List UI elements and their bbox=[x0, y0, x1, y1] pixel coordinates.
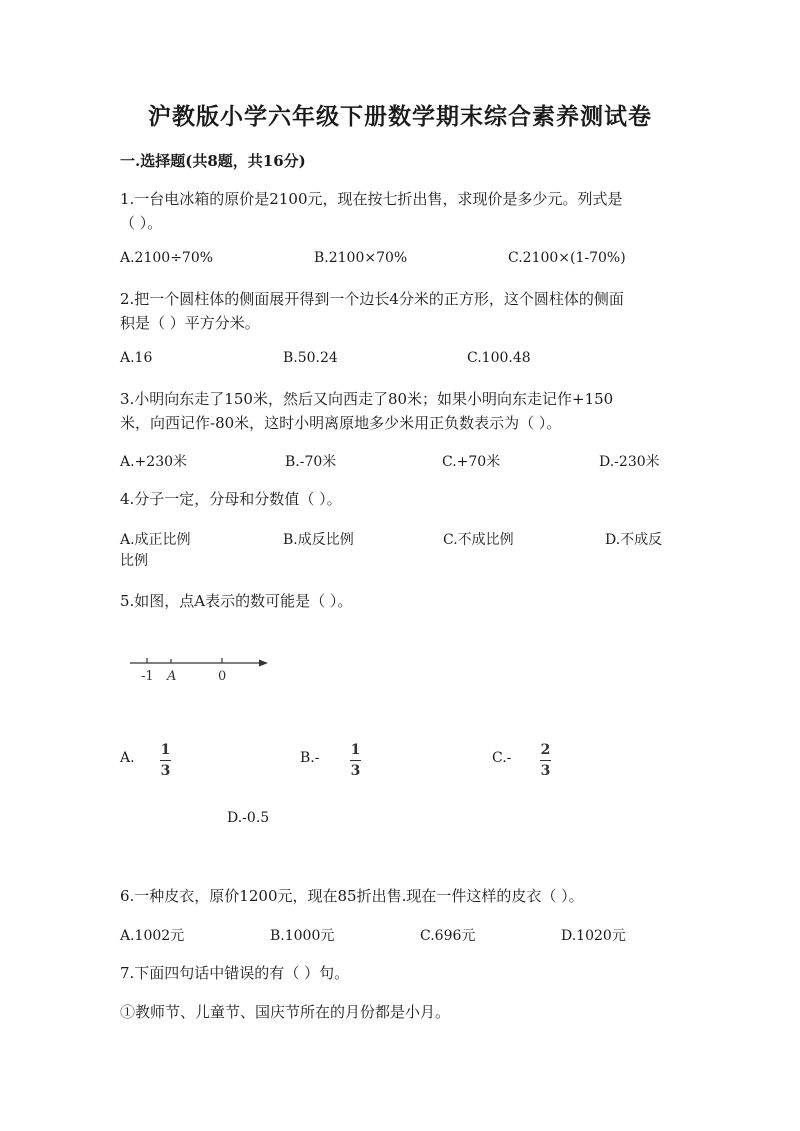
question-5-line-1: 5.如图，点A表示的数可能是（ ）。 bbox=[120, 592, 353, 610]
question-6-option-d[interactable]: D.1020元 bbox=[561, 928, 626, 944]
question-4-option-c[interactable]: C.不成比例 bbox=[443, 532, 514, 548]
question-1-option-c[interactable]: C.2100×(1-70%) bbox=[508, 250, 626, 266]
question-1-line-2: （ ）。 bbox=[120, 214, 163, 232]
question-7-line-1: 7.下面四句话中错误的有（ ）句。 bbox=[120, 964, 350, 982]
fraction-two-thirds-c bbox=[540, 742, 551, 779]
question-6-option-a[interactable]: A.1002元 bbox=[120, 928, 185, 944]
number-line-arrow-icon bbox=[259, 660, 268, 667]
question-3-option-a[interactable]: A.+230米 bbox=[120, 454, 188, 470]
numerator: 1 bbox=[350, 742, 361, 758]
question-4-option-d-wrap: 比例 bbox=[120, 553, 148, 569]
question-3-option-d[interactable]: D.-230米 bbox=[599, 454, 660, 470]
numerator: 1 bbox=[160, 742, 171, 758]
question-3-option-b[interactable]: B.-70米 bbox=[285, 454, 337, 470]
section-heading-choice: 一.选择题(共8题，共16分) bbox=[120, 152, 306, 170]
number-line-figure bbox=[125, 650, 275, 685]
question-2-option-c[interactable]: C.100.48 bbox=[467, 350, 531, 366]
denominator: 3 bbox=[350, 763, 361, 779]
tick-neg1-label: -1 bbox=[141, 669, 154, 684]
question-5-option-b[interactable]: B.- bbox=[300, 750, 320, 766]
page-title: 沪教版小学六年级下册数学期末综合素养测试卷 bbox=[148, 103, 652, 130]
question-4-option-b[interactable]: B.成反比例 bbox=[283, 532, 354, 548]
question-5-option-c[interactable]: C.- bbox=[492, 750, 512, 766]
question-7-item-1: ①教师节、儿童节、国庆节所在的月份都是小月。 bbox=[120, 1003, 451, 1021]
question-3-option-c[interactable]: C.+70米 bbox=[442, 454, 501, 470]
question-2-option-a[interactable]: A.16 bbox=[120, 350, 153, 366]
question-2-option-b[interactable]: B.50.24 bbox=[283, 350, 338, 366]
question-6-option-c[interactable]: C.696元 bbox=[420, 928, 476, 944]
question-4-option-d[interactable]: D.不成反 bbox=[605, 532, 663, 548]
fraction-one-third-a bbox=[160, 742, 171, 779]
question-2-line-2: 积是（ ）平方分米。 bbox=[120, 314, 260, 332]
question-6-option-b[interactable]: B.1000元 bbox=[270, 928, 335, 944]
question-4-line-1: 4.分子一定，分母和分数值（ ）。 bbox=[120, 490, 342, 508]
question-5-option-a[interactable]: A. bbox=[120, 750, 135, 766]
point-a-label: A bbox=[167, 669, 177, 684]
question-1-option-a[interactable]: A.2100÷70% bbox=[120, 250, 214, 266]
denominator: 3 bbox=[540, 763, 551, 779]
tick-zero-label: 0 bbox=[218, 669, 227, 684]
denominator: 3 bbox=[160, 763, 171, 779]
question-2-line-1: 2.把一个圆柱体的侧面展开得到一个边长4分米的正方形，这个圆柱体的侧面 bbox=[120, 290, 624, 308]
question-5-option-d[interactable]: D.-0.5 bbox=[227, 810, 270, 826]
question-3-line-2: 米，向西记作-80米，这时小明离原地多少米用正负数表示为（ ）。 bbox=[120, 414, 562, 432]
fraction-one-third-b bbox=[350, 742, 361, 779]
question-3-line-1: 3.小明向东走了150米，然后又向西走了80米；如果小明向东走记作+150 bbox=[120, 390, 614, 408]
numerator: 2 bbox=[540, 742, 551, 758]
question-6-line-1: 6.一种皮衣，原价1200元，现在85折出售.现在一件这样的皮衣（ ）。 bbox=[120, 887, 584, 905]
question-4-option-a[interactable]: A.成正比例 bbox=[120, 532, 191, 548]
question-1-option-b[interactable]: B.2100×70% bbox=[314, 250, 408, 266]
question-1-line-1: 1.一台电冰箱的原价是2100元，现在按七折出售，求现价是多少元。列式是 bbox=[120, 190, 623, 208]
